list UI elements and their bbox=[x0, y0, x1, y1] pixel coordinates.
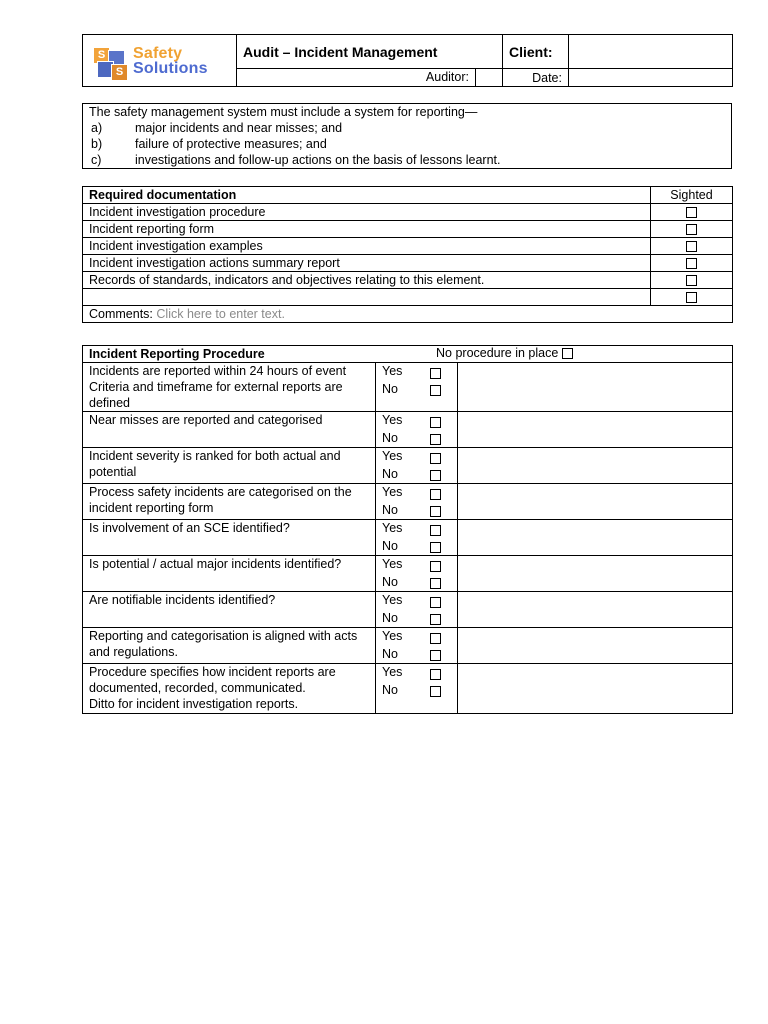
no-checkbox[interactable] bbox=[430, 434, 441, 445]
date-field[interactable] bbox=[569, 69, 733, 87]
yes-label: Yes bbox=[382, 557, 403, 571]
header-table bbox=[82, 34, 733, 87]
procedure-header: Incident Reporting Procedure bbox=[83, 346, 733, 363]
procedure-table bbox=[82, 345, 733, 714]
no-label: No bbox=[382, 381, 398, 396]
no-label: No bbox=[382, 574, 398, 589]
procedure-question: Procedure specifies how incident reports are documented, recorded, communicated. Ditto for incident investigation reports. bbox=[83, 664, 376, 714]
documentation-item[interactable] bbox=[83, 289, 651, 306]
yes-checkbox[interactable] bbox=[430, 525, 441, 536]
sighted-checkbox[interactable] bbox=[686, 241, 697, 252]
procedure-question: Reporting and categorisation is aligned with acts and regulations. bbox=[83, 628, 376, 664]
sighted-checkbox[interactable] bbox=[686, 224, 697, 235]
procedure-question: Is involvement of an SCE identified? bbox=[83, 520, 376, 556]
client-field[interactable] bbox=[569, 35, 733, 69]
comments-placeholder[interactable]: Click here to enter text. bbox=[156, 307, 285, 321]
sighted-checkbox[interactable] bbox=[686, 275, 697, 286]
comments-field[interactable] bbox=[83, 306, 733, 323]
documentation-item: Incident reporting form bbox=[83, 221, 651, 238]
no-label: No bbox=[382, 646, 398, 661]
yes-label: Yes bbox=[382, 485, 403, 499]
auditor-field[interactable] bbox=[476, 69, 502, 86]
documentation-header: Required documentation bbox=[83, 187, 651, 204]
yes-label: Yes bbox=[382, 364, 403, 378]
brand-name: Safety Solutions bbox=[133, 44, 208, 77]
sighted-checkbox[interactable] bbox=[686, 258, 697, 269]
yes-checkbox[interactable] bbox=[430, 417, 441, 428]
yes-label: Yes bbox=[382, 593, 403, 607]
no-procedure-label: No procedure in place bbox=[436, 346, 559, 360]
no-label: No bbox=[382, 682, 398, 697]
page-title: Audit – Incident Management bbox=[237, 35, 503, 69]
comments-label: Comments: bbox=[89, 307, 153, 321]
notes-cell[interactable] bbox=[458, 664, 733, 714]
no-checkbox[interactable] bbox=[430, 506, 441, 517]
procedure-question: Incidents are reported within 24 hours of event Criteria and timeframe for external reports are defined bbox=[83, 363, 376, 412]
no-procedure-option[interactable] bbox=[436, 346, 573, 360]
documentation-table bbox=[82, 186, 733, 323]
yes-checkbox[interactable] bbox=[430, 561, 441, 572]
yes-checkbox[interactable] bbox=[430, 453, 441, 464]
notes-cell[interactable] bbox=[458, 448, 733, 484]
sighted-checkbox[interactable] bbox=[686, 292, 697, 303]
documentation-item: Records of standards, indicators and objectives relating to this element. bbox=[83, 272, 651, 289]
no-checkbox[interactable] bbox=[430, 578, 441, 589]
documentation-item: Incident investigation procedure bbox=[83, 204, 651, 221]
procedure-question: Incident severity is ranked for both actual and potential bbox=[83, 448, 376, 484]
date-label: Date: bbox=[503, 69, 569, 87]
procedure-question: Process safety incidents are categorised on the incident reporting form bbox=[83, 484, 376, 520]
sighted-header: Sighted bbox=[651, 187, 733, 204]
no-label: No bbox=[382, 466, 398, 481]
yes-checkbox[interactable] bbox=[430, 669, 441, 680]
yes-checkbox[interactable] bbox=[430, 368, 441, 379]
no-checkbox[interactable] bbox=[430, 385, 441, 396]
cube-logo-icon: S S bbox=[89, 44, 127, 78]
company-logo bbox=[89, 44, 230, 78]
notes-cell[interactable] bbox=[458, 484, 733, 520]
documentation-item: Incident investigation examples bbox=[83, 238, 651, 255]
yes-checkbox[interactable] bbox=[430, 489, 441, 500]
no-procedure-checkbox[interactable] bbox=[562, 348, 573, 359]
notes-cell[interactable] bbox=[458, 520, 733, 556]
no-checkbox[interactable] bbox=[430, 542, 441, 553]
procedure-question: Near misses are reported and categorised bbox=[83, 412, 376, 448]
no-label: No bbox=[382, 430, 398, 445]
yes-label: Yes bbox=[382, 629, 403, 643]
no-checkbox[interactable] bbox=[430, 470, 441, 481]
no-checkbox[interactable] bbox=[430, 614, 441, 625]
auditor-label: Auditor: bbox=[237, 69, 476, 86]
intro-list bbox=[89, 120, 725, 168]
yes-checkbox[interactable] bbox=[430, 633, 441, 644]
procedure-question: Is potential / actual major incidents identified? bbox=[83, 556, 376, 592]
notes-cell[interactable] bbox=[458, 592, 733, 628]
no-checkbox[interactable] bbox=[430, 686, 441, 697]
intro-text bbox=[83, 104, 732, 169]
logo-cell bbox=[83, 35, 237, 87]
intro-lead: The safety management system must include a system for reporting— bbox=[89, 105, 478, 119]
intro-item: b) failure of protective measures; and bbox=[91, 137, 327, 151]
intro-item: a) major incidents and near misses; and bbox=[91, 121, 343, 135]
documentation-item: Incident investigation actions summary report bbox=[83, 255, 651, 272]
yes-label: Yes bbox=[382, 413, 403, 427]
sighted-checkbox[interactable] bbox=[686, 207, 697, 218]
no-checkbox[interactable] bbox=[430, 650, 441, 661]
yes-label: Yes bbox=[382, 665, 403, 679]
intro-item: c) investigations and follow-up actions on the basis of lessons learnt. bbox=[91, 153, 501, 167]
no-label: No bbox=[382, 610, 398, 625]
notes-cell[interactable] bbox=[458, 628, 733, 664]
intro-table bbox=[82, 103, 732, 169]
no-label: No bbox=[382, 538, 398, 553]
notes-cell[interactable] bbox=[458, 363, 733, 412]
notes-cell[interactable] bbox=[458, 412, 733, 448]
procedure-question: Are notifiable incidents identified? bbox=[83, 592, 376, 628]
notes-cell[interactable] bbox=[458, 556, 733, 592]
client-label: Client: bbox=[503, 35, 569, 69]
procedure-rows bbox=[83, 363, 733, 714]
yes-label: Yes bbox=[382, 521, 403, 535]
yes-checkbox[interactable] bbox=[430, 597, 441, 608]
no-label: No bbox=[382, 502, 398, 517]
yes-label: Yes bbox=[382, 449, 403, 463]
